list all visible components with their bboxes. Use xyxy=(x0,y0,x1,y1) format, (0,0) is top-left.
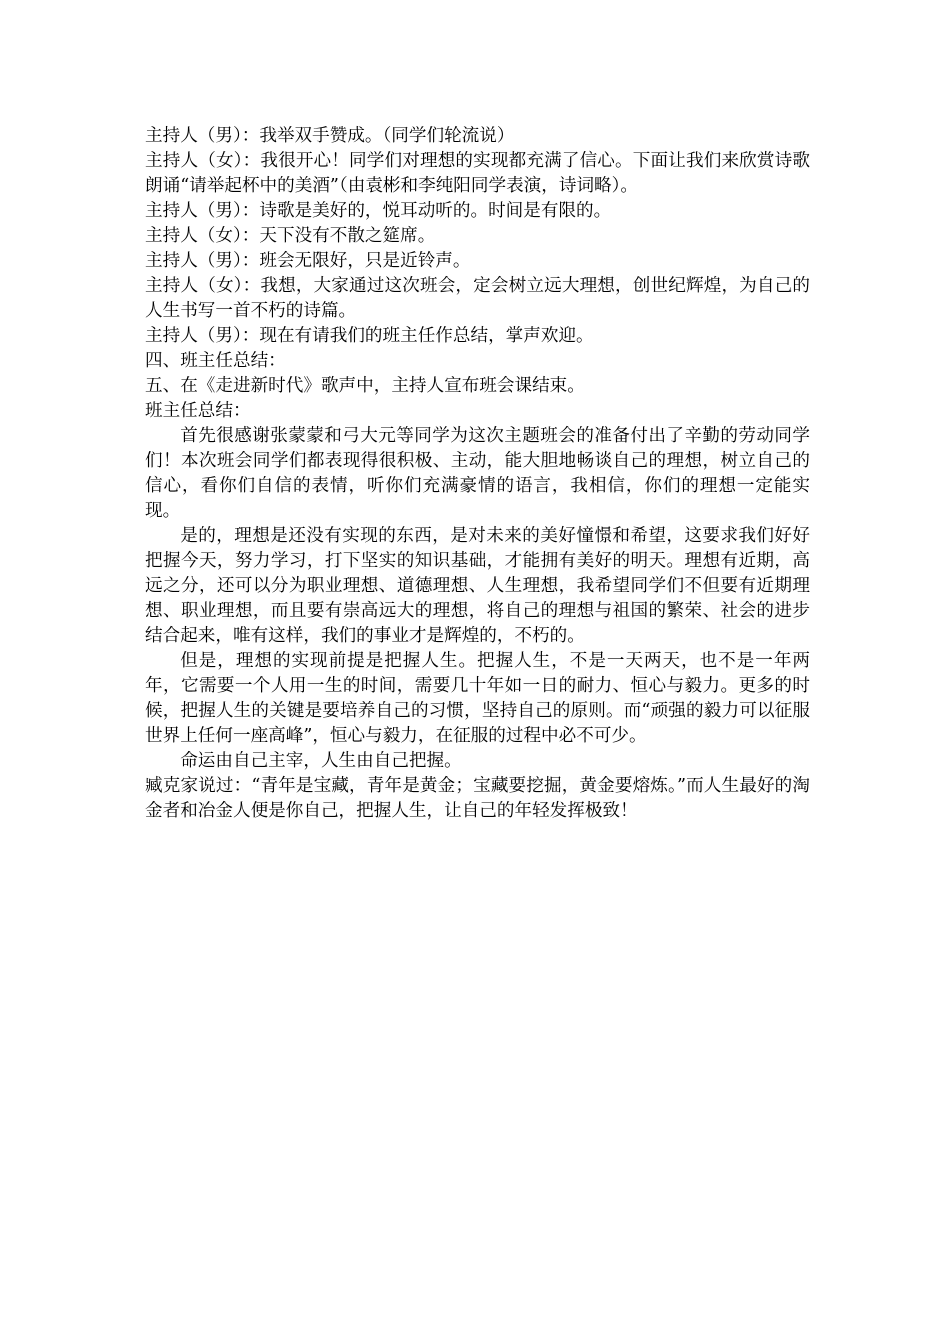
summary-paragraph-3: 但是，理想的实现前提是把握人生。把握人生，不是一天两天，也不是一年两年，它需要一个人用一生的时间，需要几十年如一日的耐力、恒心与毅力。更多的时候，把握人生的关键是要培养自己的习惯，坚持自己的原则。而“顽强的毅力可以征服世界上任何一座高峰”，恒心与毅力，在征服的过程中必不可少。 xyxy=(145,651,810,746)
section-heading-four: 四、班主任总结： xyxy=(145,351,286,371)
summary-paragraph-2: 是的，理想是还没有实现的东西，是对未来的美好憧憬和希望，这要求我们好好把握今天，努力学习，打下坚实的知识基础，才能拥有美好的明天。理想有近期，高远之分，还可以分为职业理想、道德理想、人生理想，我希望同学们不但要有近期理想、职业理想，而且要有崇高远大的理想，将自己的理想与祖国的繁荣、社会的进步结合起来，唯有这样，我们的事业才是辉煌的，不朽的。 xyxy=(145,526,810,646)
paragraph-host-male-1: 主持人（男）：我举双手赞成。（同学们轮流说） xyxy=(145,126,515,146)
summary-paragraph-1: 首先很感谢张蒙蒙和弓大元等同学为这次主题班会的准备付出了辛勤的劳动同学们！本次班会同学们都表现得很积极、主动，能大胆地畅谈自己的理想，树立自己的信心，看你们自信的表情，听你们充满豪情的语言，我相信，你们的理想一定能实现。 xyxy=(145,426,810,521)
paragraph-host-female-3: 主持人（女）：我想，大家通过这次班会，定会树立远大理想，创世纪辉煌，为自己的人生书写一首不朽的诗篇。 xyxy=(145,276,810,321)
paragraph-host-male-2: 主持人（男）：诗歌是美好的，悦耳动听的。时间是有限的。 xyxy=(145,201,612,221)
summary-paragraph-4: 命运由自己主宰，人生由自己把握。 xyxy=(180,751,462,771)
paragraph-host-male-4: 主持人（男）：现在有请我们的班主任作总结，掌声欢迎。 xyxy=(145,326,594,346)
paragraph-host-male-3: 主持人（男）：班会无限好，只是近铃声。 xyxy=(145,251,471,271)
paragraph-host-female-1: 主持人（女）：我很开心！同学们对理想的实现都充满了信心。下面让我们来欣赏诗歌朗诵“请举起杯中的美酒”（由袁彬和李纯阳同学表演，诗词略）。 xyxy=(145,151,810,196)
section-heading-five: 五、在《走进新时代》歌声中，主持人宣布班会课结束。 xyxy=(145,376,585,396)
closing-quote-paragraph: 臧克家说过：“青年是宝藏，青年是黄金；宝藏要挖掘，黄金要熔炼。”而人生最好的淘金者和冶金人便是你自己，把握人生，让自己的年轻发挥极致！ xyxy=(145,776,810,821)
paragraph-host-female-2: 主持人（女）：天下没有不散之筵席。 xyxy=(145,226,436,246)
summary-heading: 班主任总结： xyxy=(145,401,251,421)
document-page xyxy=(145,124,810,824)
